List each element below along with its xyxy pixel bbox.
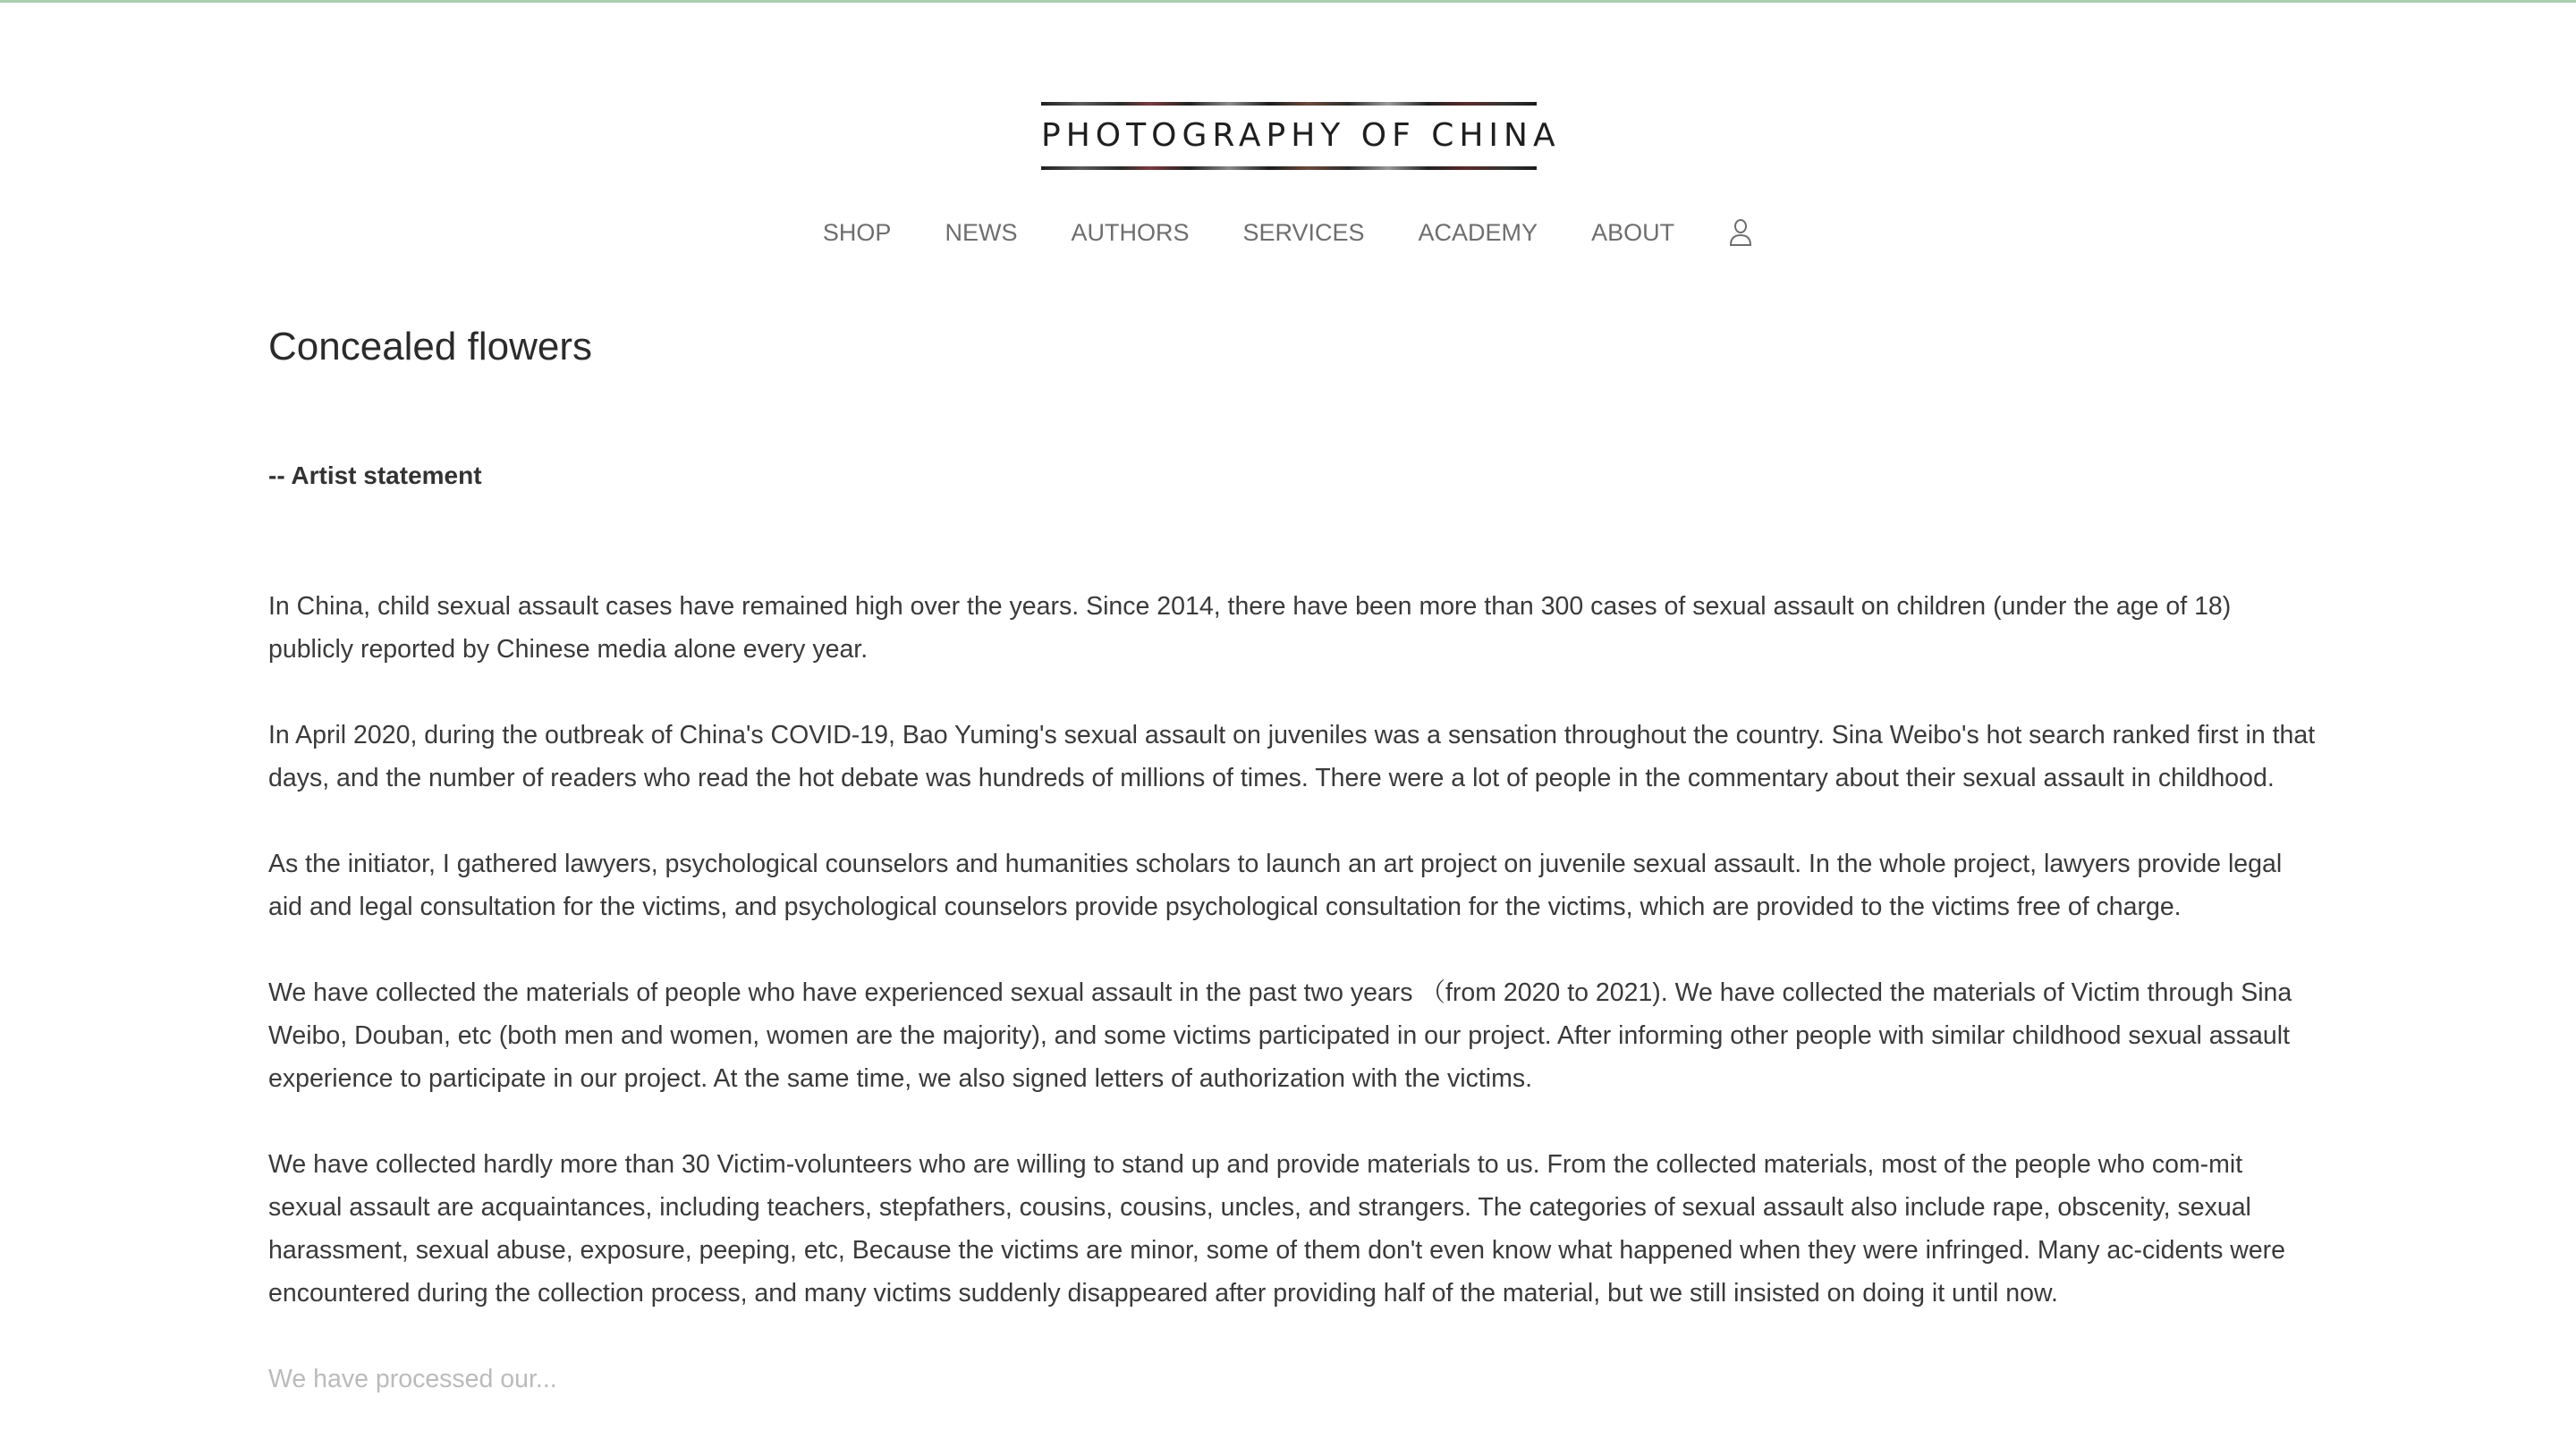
top-accent-strip: [0, 0, 2576, 3]
paragraph-6-faded: We have processed our...: [268, 1365, 557, 1393]
article: [268, 322, 2317, 1393]
main-nav: [0, 213, 2576, 252]
site-logo[interactable]: [1041, 102, 1561, 170]
user-icon[interactable]: [1728, 218, 1753, 247]
nav-item-services[interactable]: SERVICES: [1242, 219, 1365, 246]
article-body: [268, 585, 2317, 1417]
nav-item-news[interactable]: NEWS: [945, 219, 1018, 246]
logo-text: PHOTOGRAPHY OF CHINA: [1041, 117, 1561, 154]
paragraph-3: As the initiator, I gathered lawyers, psychological counselors and humanities scholars to launch an art project on juvenile sexual assault. In the whole project, lawyers provide legal aid and legal consultation for the victims, and psychological counselors provide psychological consultation for the victims, which are provided to the victims free of charge.: [268, 850, 2283, 921]
paragraph-4: We have collected the materials of people who have experienced sexual assault in the past two years （from 2020 to 2021). We have collected the materials of Victim through Sina Weibo, Douban, etc (both men and women, women are the majority), and some victims participated in our project. After informing other people with similar childhood sexual assault experience to participate in our project. At the same time, we also signed letters of authorization with the victims.: [268, 978, 2292, 1093]
page-title: Concealed flowers: [268, 325, 592, 368]
article-subtitle: -- Artist statement: [268, 461, 482, 489]
logo-bottom-rule: [1041, 166, 1537, 170]
nav-item-shop[interactable]: SHOP: [822, 219, 892, 246]
nav-item-academy[interactable]: ACADEMY: [1418, 219, 1538, 246]
paragraph-5: We have collected hardly more than 30 Victim-volunteers who are willing to stand up and provide materials to us. From the collected materials, most of the people who com-mit sexual assault are acquaintances, including teachers, stepfathers, cousins, cousins, uncles, and strangers. The categories of sexual assault also include rape, obscenity, sexual harassment, sexual abuse, exposure, peeping, etc, Because the victims are minor, some of them don't even know what happened when they were infringed. Many ac-cidents were encountered during the collection process, and many victims suddenly disappeared after providing half of the material, but we still insisted on doing it until now.: [268, 1150, 2286, 1308]
paragraph-2: In April 2020, during the outbreak of China's COVID-19, Bao Yuming's sexual assault on juveniles was a sensation throughout the country. Sina Weibo's hot search ranked first in that days, and the number of readers who read the hot debate was hundreds of millions of times. There were a lot of people in the commentary about their sexual assault in childhood.: [268, 721, 2316, 792]
nav-item-about[interactable]: ABOUT: [1591, 219, 1675, 246]
nav-item-authors[interactable]: AUTHORS: [1071, 219, 1190, 246]
logo-top-rule: [1041, 102, 1537, 106]
paragraph-1: In China, child sexual assault cases have remained high over the years. Since 2014, there have been more than 300 cases of sexual assault on children (under the age of 18) publicly reported by Chinese media alone every year.: [268, 592, 2232, 664]
